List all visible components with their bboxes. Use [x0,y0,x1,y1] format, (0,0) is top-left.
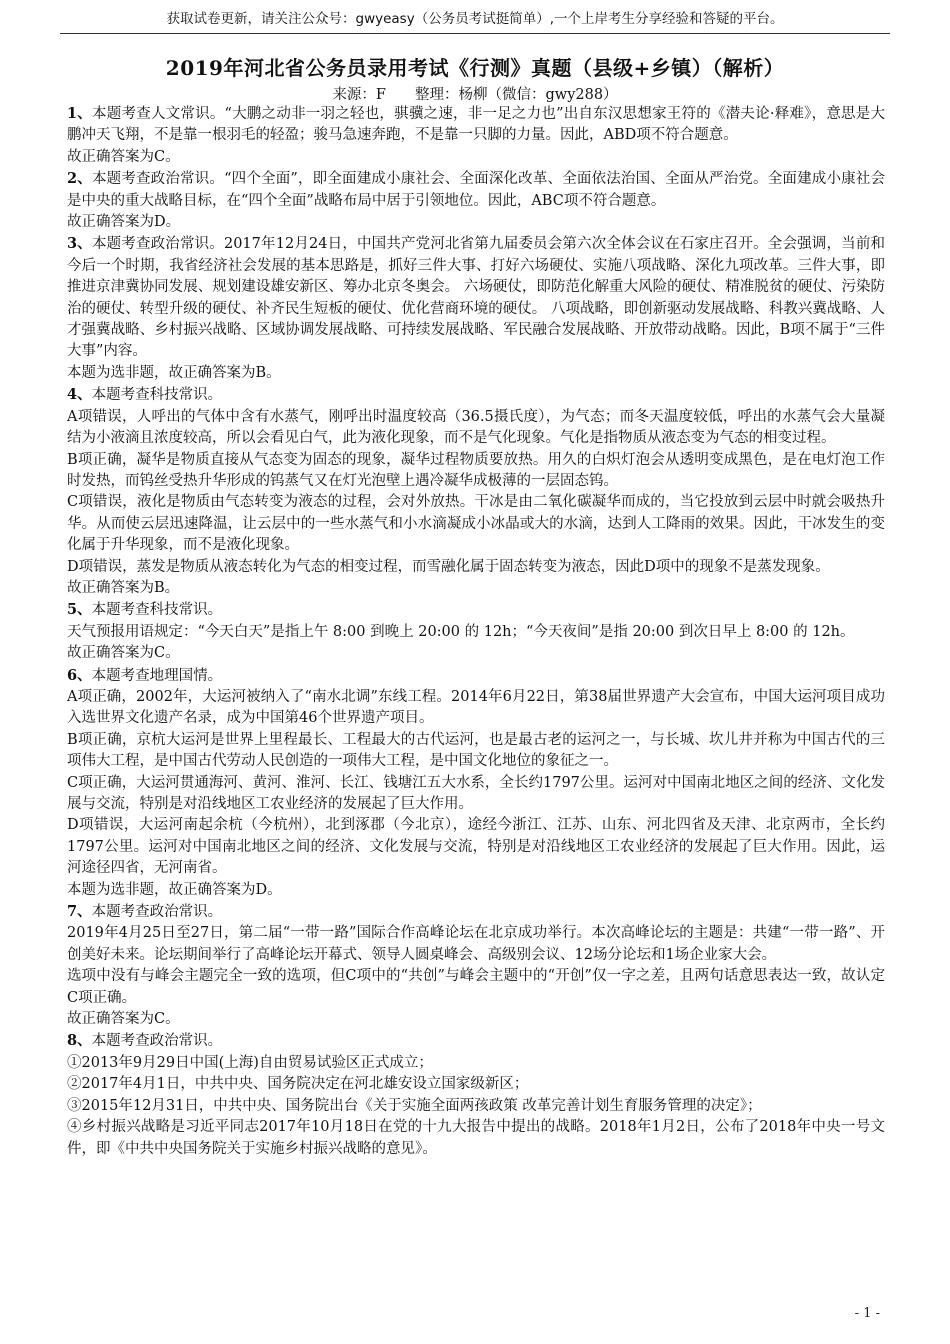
q4-option-d: D项错误，蒸发是物质从液态转化为气态的相变过程，而雪融化属于固态转变为液态，因此D项中的现象不是蒸发现象。 [67,558,830,575]
q3-answer: 本题为选非题，故正确答案为B。 [67,364,281,381]
q6-answer: 本题为选非题，故正确答案为D。 [67,881,282,898]
q4-option-c: C项错误，液化是物质由气态转变为液态的过程，会对外放热。干冰是由二氧化碳凝华而成的，当它投放到云层中时就会吸热升华。从而使云层迅速降温，让云层中的一些水蒸气和小水滴凝成小冰晶或大的水滴，达到人工降雨的效果。因此，干冰发生的变化属于升华现象，而不是液化现象。 [67,494,885,554]
q6-option-c: C项正确，大运河贯通海河、黄河、淮河、长江、钱塘江五大水系，全长约1797公里。运河对中国南北地区之间的经济、文化发展与交流，特别是对沿线地区工农业经济的发展起了巨大作用。 [67,774,885,812]
q6-option-d: D项错误，大运河南起余杭（今杭州），北到涿郡（今北京），途经今浙江、江苏、山东、河北四省及天津、北京两市，全长约1797公里。运河对中国南北地区之间的经济、文化发展与交流，特别是对沿线地区工农业经济的发展起了巨大作用。因此，运河途径四省，无河南省。 [67,817,885,877]
q6-number: 6、 [67,666,92,684]
q4-option-b: B项正确，凝华是物质直接从气态变为固态的现象，凝华过程物质要放热。用久的白炽灯泡会从透明变成黑色，是在电灯泡工作时发热，而钨丝受热升华形成的钨蒸气又在灯光泡壁上遇冷凝华成极薄的一层固态钨。 [67,451,885,489]
q1-text: 本题考查人文常识。“大鹏之动非一羽之轻也，骐骥之速，非一足之力也”出自东汉思想家王符的《潜夫论·释难》，意思是大鹏冲天飞翔，不是靠一根羽毛的轻盈；骏马急速奔跑，不是靠一只脚的力量。因此，ABD项不符合题意。 [67,106,885,144]
q1-explanation [67,103,885,147]
q7-number: 7、 [67,903,92,921]
q7-text: 本题考查政治常识。 [91,904,223,921]
q3-explanation [67,233,885,362]
q8-item-4: ④乡村振兴战略是习近平同志2017年10月18日在党的十九大报告中提出的战略。2018年1月2日，公布了2018年中央一号文件，即《中共中央国务院关于实施乡村振兴战略的意见》。 [67,1119,885,1157]
q4-text: 本题考查科技常识。 [91,387,223,404]
q5-body: 天气预报用语规定：“今天白天”是指上午 8:00 到晚上 20:00 的 12h；“今天夜间”是指 20:00 到次日早上 8:00 的 12h。 [67,623,855,640]
q8-item-1: ①2013年9月29日中国(上海)自由贸易试验区正式成立； [67,1054,433,1071]
q7-answer: 故正确答案为C。 [67,1011,180,1028]
q6-option-b: B项正确，京杭大运河是世界上里程最长、工程最大的古代运河，也是最古老的运河之一，与长城、坎儿井并称为中国古代的三项伟大工程，是中国古代劳动人民创造的一项伟大工程，是中国文化地位的象征之一。 [67,731,885,770]
q2-number: 2、 [67,170,92,188]
q4-heading [67,384,885,406]
q2-answer: 故正确答案为D。 [67,214,181,231]
header-divider [60,33,890,34]
q3-text: 本题考查政治常识。2017年12月24日，中国共产党河北省第九届委员会第六次全体会议在石家庄召开。全会强调，当前和今后一个时期，我省经济社会发展的基本思路是，抓好三件大事、打好六场硬仗、实施八项战略、深化九项改革。三件大事，即推进京津冀协同发展、规划建设雄安新区、筹办北京冬奥会。 六场硬仗，即防范化解重大风险的硬仗、精准脱贫的硬仗、污染防治的硬仗、转型升级的硬仗、补齐民生短板的硬仗、优化营商环境的硬仗。 八项战略，即创新驱动发展战略、科教兴冀战略、人才强冀战略、乡村振兴战略、区域协调发展战略、可持续发展战略、军民融合发展战略、开放带动战略。因此，B项不属于“三件大事”内容。 [67,236,885,360]
q7-body-2: 选项中没有与峰会主题完全一致的选项，但C项中的“共创”与峰会主题中的“开创”仅一字之差，且两句话意思表达一致，故认定C项正确。 [67,968,885,1006]
top-banner: 获取试卷更新，请关注公众号：gwyeasy（公务员考试挺简单）,一个上岸考生分享经验和答疑的平台。 [166,11,784,27]
page-number: - 1 - [854,1306,880,1321]
q5-number: 5、 [67,601,92,619]
q6-text: 本题考查地理国情。 [91,667,223,684]
q8-heading [67,1030,885,1052]
q5-heading [67,599,885,621]
q8-item-2: ②2017年4月1日，中共中央、国务院决定在河北雄安设立国家级新区； [67,1076,529,1093]
q6-option-a: A项正确，2002年，大运河被纳入了“南水北调”东线工程。2014年6月22日，第38届世界遗产大会宣布，中国大运河项目成功入选世界文化遗产名录，成为中国第46个世界遗产项目。 [67,688,885,727]
q7-body: 2019年4月25日至27日，第二届“一带一路”国际合作高峰论坛在北京成功举行。本次高峰论坛的主题是：共建“一带一路”、开创美好未来。论坛期间举行了高峰论坛开幕式、领导人圆桌峰会、高级别会议、12场分论坛和1场企业家大会。 [67,925,885,963]
q6-heading [67,665,885,687]
q4-option-a: A项错误，人呼出的气体中含有水蒸气，刚呼出时温度较高（36.5摄氏度），为气态；而冬天温度较低，呼出的水蒸气会大量凝结为小液滴且浓度较高，所以会看见白气，此为液化现象，而不是气化现象。气化是指物质从液态变为气态的相变过程。 [67,408,885,447]
q2-explanation [67,168,885,212]
document-body [67,103,885,1160]
q3-number: 3、 [67,235,92,253]
source-line: 来源：F 整理：杨柳（微信：gwy288） [332,87,618,103]
q5-text: 本题考查科技常识。 [91,602,223,619]
q7-heading [67,901,885,923]
q2-text: 本题考查政治常识。“四个全面”，即全面建成小康社会、全面深化改革、全面依法治国、全面从严治党。全面建成小康社会是中央的重大战略目标，在“四个全面”战略布局中居于引领地位。因此，ABC项不符合题意。 [67,171,885,209]
q8-item-3: ③2015年12月31日，中共中央、国务院出台《关于实施全面两孩政策 改革完善计划生育服务管理的决定》； [67,1097,762,1114]
q1-number: 1、 [67,105,93,122]
q4-number: 4、 [67,386,92,404]
page-title: 2019年河北省公务员录用考试《行测》真题（县级+乡镇）（解析） [165,56,785,80]
q8-text: 本题考查政治常识。 [91,1033,223,1050]
q8-number: 8、 [67,1032,92,1050]
q4-answer: 故正确答案为B。 [67,579,180,596]
q5-answer: 故正确答案为C。 [67,645,180,662]
q1-answer: 故正确答案为C。 [67,148,180,165]
